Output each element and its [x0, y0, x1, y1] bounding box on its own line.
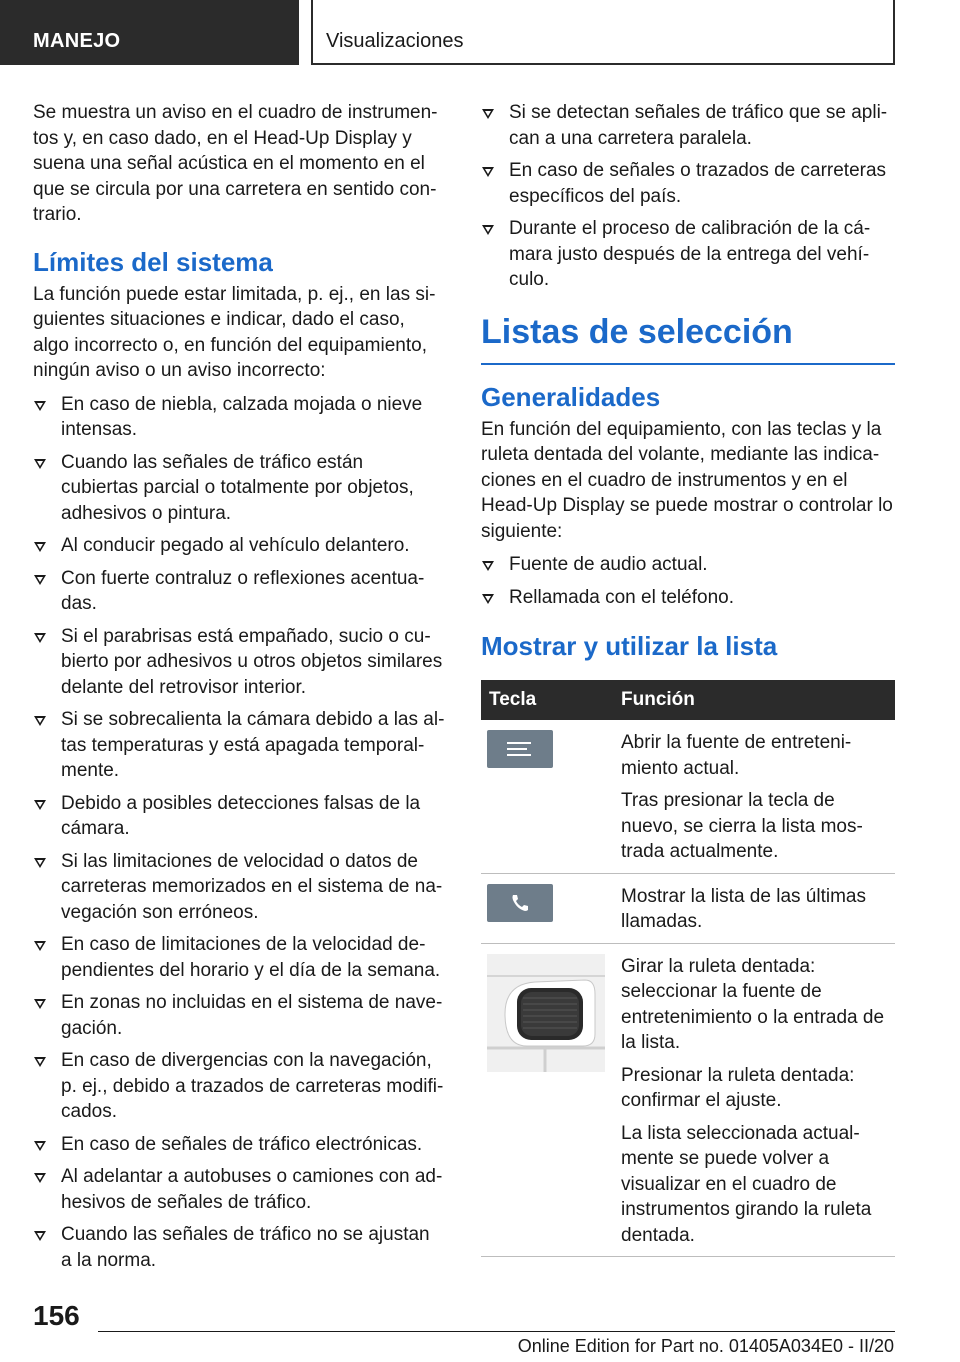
- list-item: Cuando las señales de tráfico no se ajustan a la norma.: [33, 1222, 445, 1273]
- list-item: Si se sobrecalienta la cámara debido a las altas temperaturas y está apagada temporalmente.: [33, 707, 445, 784]
- triangle-bullet-icon: [482, 225, 494, 235]
- triangle-bullet-icon: [34, 633, 46, 643]
- section-title: MANEJO: [33, 30, 121, 52]
- function-cell: Mostrar la lista de las últimas llamadas.: [613, 873, 895, 943]
- right-column: [481, 100, 895, 1257]
- selection-lists-heading: Listas de selección: [481, 311, 895, 365]
- show-list-heading: Mostrar y utilizar la lista: [481, 631, 778, 661]
- list-item: En caso de divergencias con la navegación, p. ej., debido a trazados de carreteras modificados.: [33, 1048, 445, 1125]
- table-row: [481, 720, 895, 873]
- table-header-row: [481, 680, 895, 720]
- footer-divider: [98, 1331, 895, 1332]
- function-cell: Abrir la fuente de entretenimiento actual. Tras presionar la tecla de nuevo, se cierra la lista mostrada actualmente.: [613, 720, 895, 873]
- list-item: Durante el proceso de calibración de la cámara justo después de la entrega del vehículo.: [481, 216, 895, 293]
- list-item: En caso de señales o trazados de carreteras específicos del país.: [481, 158, 895, 209]
- triangle-bullet-icon: [482, 167, 494, 177]
- triangle-bullet-icon: [34, 800, 46, 810]
- page-number: 156: [33, 1300, 80, 1331]
- function-cell: Girar la ruleta dentada: seleccionar la fuente de entretenimiento o la entrada de la lista. Presionar la ruleta dentada: confirmar el ajuste. La lista seleccionada actualmente se puede volver a visualizar en el cuadro de instrumentos girando la ruleta dentada.: [613, 943, 895, 1257]
- edition-note: Online Edition for Part no. 01405A034E0 - II/20: [517, 1336, 894, 1356]
- table-row: [481, 943, 895, 1257]
- triangle-bullet-icon: [34, 401, 46, 411]
- table-row: [481, 873, 895, 943]
- limits-paragraph: La función puede estar limitada, p. ej., en las siguientes situaciones e indicar, dado el caso, algo incorrecto o, en función del equipamiento, ningún aviso o un aviso incorrecto:: [33, 283, 436, 381]
- triangle-bullet-icon: [482, 594, 494, 604]
- key-function-table: [481, 680, 895, 1257]
- list-item: En zonas no incluidas en el sistema de navegación.: [33, 990, 445, 1041]
- section-tab: [0, 0, 299, 65]
- key-cell: [481, 720, 613, 873]
- list-icon: [487, 730, 553, 768]
- key-cell: [481, 873, 613, 943]
- triangle-bullet-icon: [34, 575, 46, 585]
- thumbwheel-icon: [487, 954, 605, 1072]
- list-item: Fuente de audio actual.: [481, 552, 895, 578]
- triangle-bullet-icon: [34, 1173, 46, 1183]
- triangle-bullet-icon: [34, 941, 46, 951]
- triangle-bullet-icon: [482, 561, 494, 571]
- list-item: Debido a posibles detecciones falsas de la cámara.: [33, 791, 445, 842]
- left-column: [33, 100, 445, 1280]
- triangle-bullet-icon: [34, 716, 46, 726]
- triangle-bullet-icon: [482, 109, 494, 119]
- list-item: En caso de niebla, calzada mojada o nieve intensas.: [33, 392, 445, 443]
- limits-heading: Límites del sistema: [33, 246, 273, 277]
- column-header-key: Tecla: [481, 680, 613, 720]
- triangle-bullet-icon: [34, 1231, 46, 1241]
- list-item: En caso de señales de tráfico electrónicas.: [33, 1132, 445, 1158]
- list-item: Rellamada con el teléfono.: [481, 585, 895, 611]
- column-header-function: Función: [613, 680, 895, 720]
- triangle-bullet-icon: [34, 858, 46, 868]
- intro-paragraph: Se muestra un aviso en el cuadro de instrumentos y, en caso dado, en el Head-Up Display y suena una señal acústica en el momento en el que se circula por una carretera en sentido contrario.: [33, 102, 438, 225]
- general-heading: Generalidades: [481, 381, 661, 412]
- list-item: Al conducir pegado al vehículo delantero.: [33, 533, 445, 559]
- list-item: Cuando las señales de tráfico están cubiertas parcial o totalmente por objetos, adhesivos o pintura.: [33, 450, 445, 527]
- triangle-bullet-icon: [34, 542, 46, 552]
- list-item: Si el parabrisas está empañado, sucio o cubierto por adhesivos u otros objetos similares delante del retrovisor interior.: [33, 624, 445, 701]
- general-paragraph: En función del equipamiento, con las teclas y la ruleta dentada del volante, mediante las indicaciones en el cuadro de instrumentos y en el Head-Up Display se puede mostrar o controlar lo siguiente:: [481, 418, 893, 542]
- list-item: Si se detectan señales de tráfico que se aplican a una carretera paralela.: [481, 100, 895, 151]
- chapter-title: Visualizaciones: [326, 30, 464, 52]
- key-cell: [481, 943, 613, 1257]
- list-item: Si las limitaciones de velocidad o datos de carreteras memorizados en el sistema de navegación son erróneos.: [33, 849, 445, 926]
- general-list: [481, 552, 895, 610]
- triangle-bullet-icon: [34, 459, 46, 469]
- limits-list-continued: [481, 100, 895, 293]
- triangle-bullet-icon: [34, 999, 46, 1009]
- list-item: Con fuerte contraluz o reflexiones acentuadas.: [33, 566, 445, 617]
- triangle-bullet-icon: [34, 1141, 46, 1151]
- phone-icon: [487, 884, 553, 922]
- limits-list: [33, 392, 445, 1274]
- list-item: Al adelantar a autobuses o camiones con adhesivos de señales de tráfico.: [33, 1164, 445, 1215]
- list-item: En caso de limitaciones de la velocidad dependientes del horario y el día de la semana.: [33, 932, 445, 983]
- chapter-tab: [311, 0, 895, 65]
- triangle-bullet-icon: [34, 1057, 46, 1067]
